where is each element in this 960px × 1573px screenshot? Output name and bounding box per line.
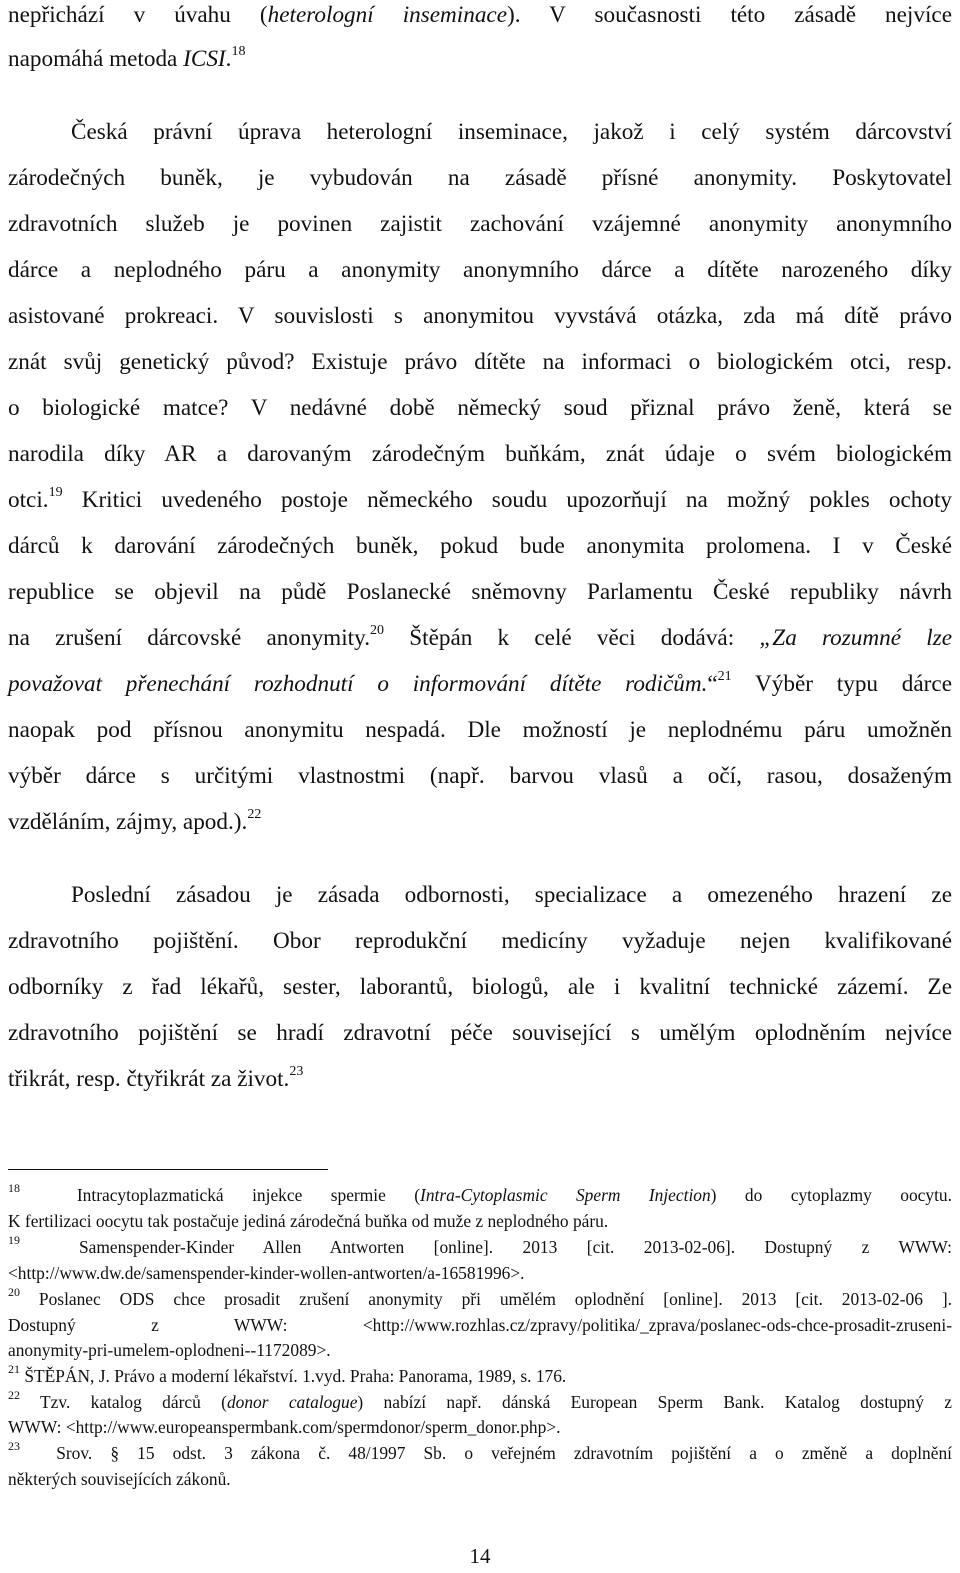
body-line: dárců k darování zárodečných buněk, pokud bude anonymita prolomena. I v České: [8, 533, 952, 559]
body-line: otci.$^{19}$ Kritici uvedeného postoje německého soudu upozorňují na možný pokles ochoty: [8, 485, 952, 513]
footnote-line: $^{20}$ Poslanec ODS chce prosadit zrušení anonymity při umělém oplodnění [online]. 2013 [cit. 2013-02-06 ].: [8, 1285, 952, 1309]
body-line: o biologické matce? V nedávné době německý soud přiznal právo ženě, která se: [8, 395, 952, 421]
footnote-line: $^{18}$ Intracytoplazmatická injekce spermie (Intra-Cytoplasmic Sperm Injection) do cytoplazmy oocytu.: [8, 1181, 952, 1205]
body-line: nepřichází v úvahu (heterologní inseminace). V současnosti této zásadě nejvíce: [8, 2, 952, 28]
body-line: naopak pod přísnou anonymitu nespadá. Dle možností je neplodnému páru umožněn: [8, 717, 952, 743]
body-line: dárce a neplodného páru a anonymity anonymního dárce a dítěte narozeného díky: [8, 257, 952, 283]
body-line: napomáhá metoda ICSI.$^{18}$: [8, 44, 246, 72]
body-line: Česká právní úprava heterologní inseminace, jakož i celý systém dárcovství: [71, 119, 952, 145]
footnote-line: $^{22}$ Tzv. katalog dárců (donor catalogue) nabízí např. dánská European Sperm Bank. Katalog dostupný z: [8, 1388, 952, 1412]
footnote-line: $^{19}$ Samenspender-Kinder Allen Antworten [online]. 2013 [cit. 2013-02-06]. Dostupný z WWW:: [8, 1233, 952, 1257]
body-line: zárodečných buněk, je vybudován na zásadě přísné anonymity. Poskytovatel: [8, 165, 952, 191]
footnote-line: $^{21}$ ŠTĚPÁN, J. Právo a moderní lékařství. 1.vyd. Praha: Panorama, 1989, s. 176.: [8, 1362, 567, 1386]
body-line: považovat přenechání rozhodnutí o informování dítěte rodičům.“$^{21}$ Výběr typu dárce: [8, 669, 952, 697]
footnote-line: anonymity-pri-umelem-oplodneni--1172089>.: [8, 1340, 331, 1360]
page-number: 14: [469, 1544, 491, 1568]
body-line: na zrušení dárcovské anonymity.$^{20}$ Štěpán k celé věci dodává: „Za rozumné lze: [8, 623, 953, 651]
body-line: vzděláním, zájmy, apod.).$^{22}$: [8, 807, 262, 835]
footnote-line: některých souvisejících zákonů.: [8, 1469, 231, 1489]
body-line: výběr dárce s určitými vlastnostmi (např. barvou vlasů a očí, rasou, dosaženým: [8, 763, 952, 789]
body-line: narodila díky AR a darovaným zárodečným buňkám, znát údaje o svém biologickém: [8, 441, 952, 467]
footnote-line: WWW: <http://www.europeanspermbank.com/spermdonor/sperm_donor.php>.: [8, 1417, 561, 1437]
body-line: zdravotních služeb je povinen zajistit zachování vzájemné anonymity anonymního: [8, 211, 952, 237]
footnote-line: <http://www.dw.de/samenspender-kinder-wollen-antworten/a-16581996>.: [8, 1263, 525, 1283]
footnote-separator: [8, 1169, 328, 1170]
body-line: znát svůj genetický původ? Existuje právo dítěte na informaci o biologickém otci, resp.: [8, 349, 952, 375]
body-line: Poslední zásadou je zásada odbornosti, specializace a omezeného hrazení ze: [71, 882, 952, 908]
body-line: třikrát, resp. čtyřikrát za život.$^{23}$: [8, 1064, 304, 1092]
body-line: asistované prokreaci. V souvislosti s anonymitou vyvstává otázka, zda má dítě právo: [8, 303, 952, 329]
body-line: zdravotního pojištění. Obor reprodukční medicíny vyžaduje nejen kvalifikované: [8, 928, 952, 954]
footnote-line: K fertilizaci oocytu tak postačuje jediná zárodečná buňka od muže z neplodného páru.: [8, 1211, 609, 1231]
footnote-line: Dostupný z WWW: <http://www.rozhlas.cz/zpravy/politika/_zprava/poslanec-ods-chce-prosadit-zruseni-: [8, 1315, 952, 1335]
footnote-line: $^{23}$ Srov. § 15 odst. 3 zákona č. 48/1997 Sb. o veřejném zdravotním pojištění a o změně a doplnění: [8, 1439, 952, 1463]
body-line: odborníky z řad lékařů, sester, laborantů, biologů, ale i kvalitní technické zázemí. Ze: [8, 974, 952, 1000]
body-line: republice se objevil na půdě Poslanecké sněmovny Parlamentu České republiky návrh: [8, 579, 952, 605]
body-line: zdravotního pojištění se hradí zdravotní péče související s umělým oplodněním nejvíce: [8, 1020, 952, 1046]
